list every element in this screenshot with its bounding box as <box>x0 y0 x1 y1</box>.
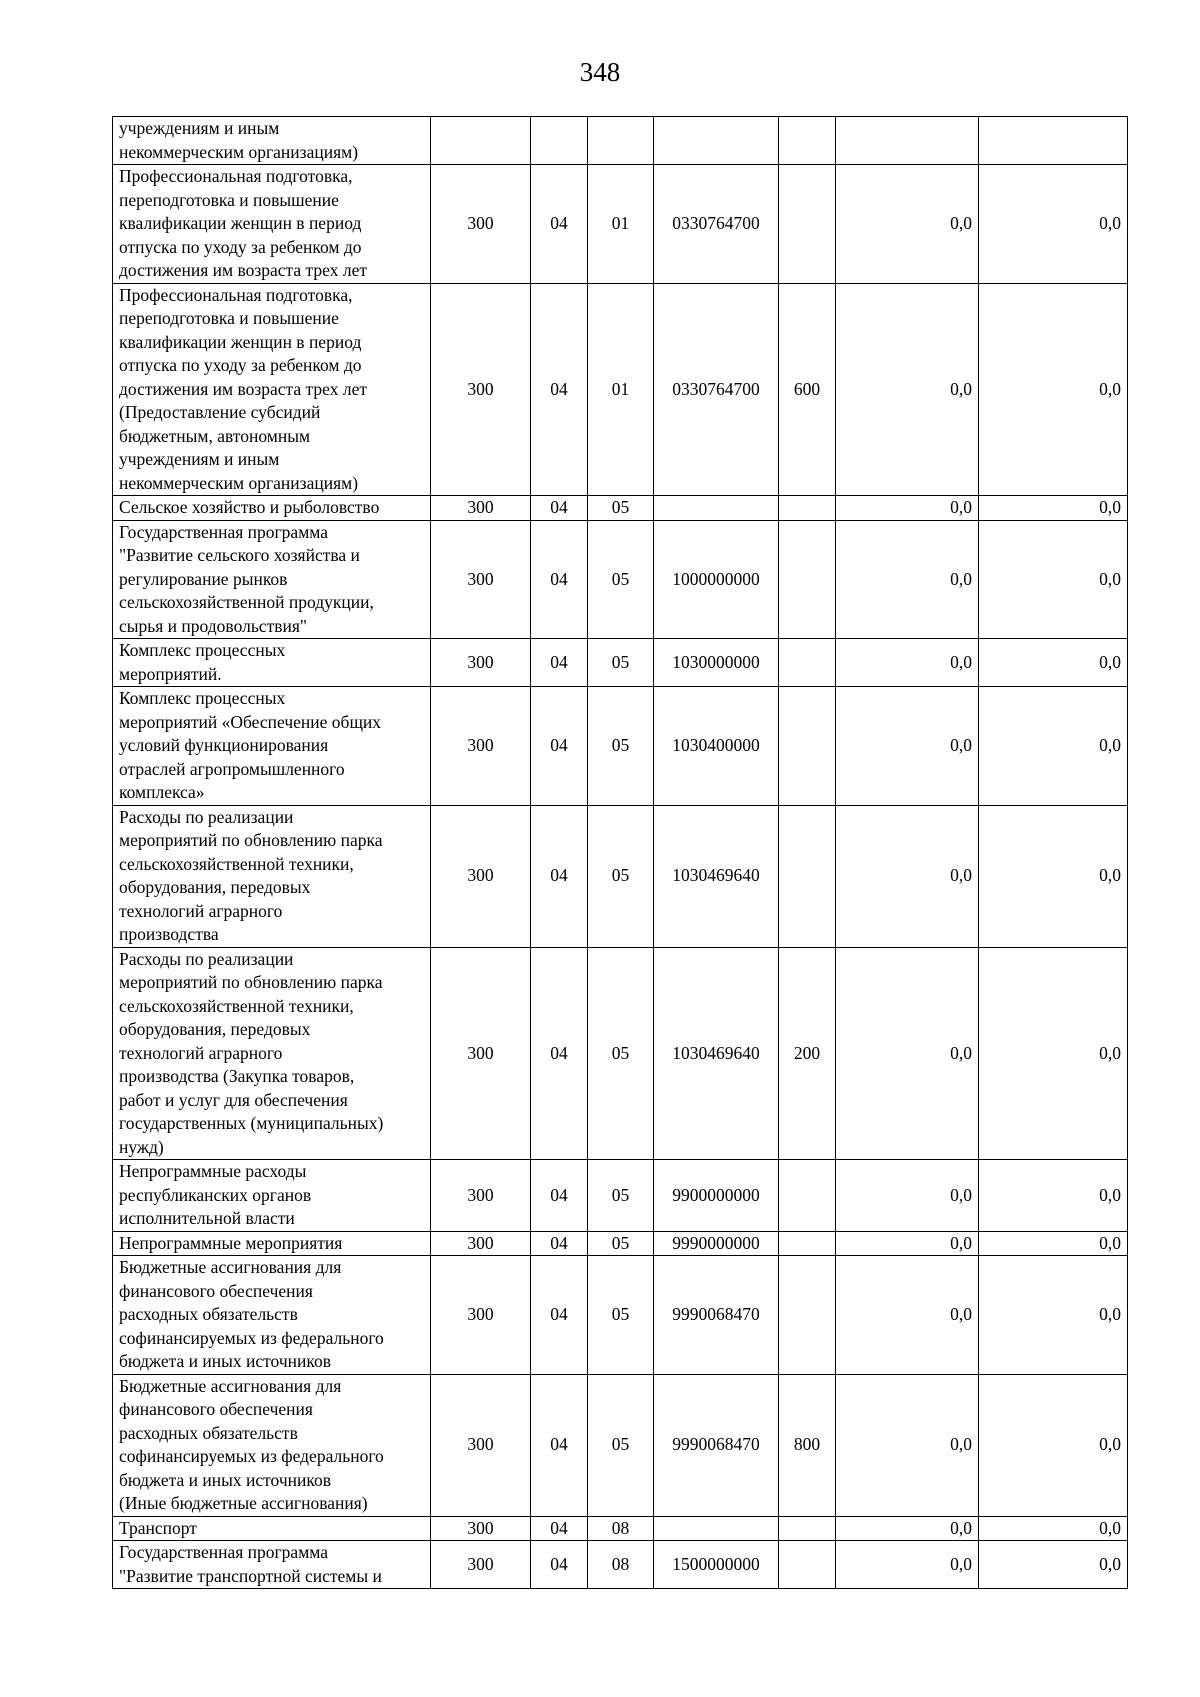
table-row <box>113 283 1128 496</box>
table-row <box>113 1516 1128 1541</box>
subsection-code-cell: 05 <box>588 1256 654 1375</box>
expense-type-cell <box>779 1256 836 1375</box>
section-code-cell <box>531 117 588 165</box>
amount-year2-cell: 0,0 <box>979 947 1128 1160</box>
subsection-code-cell: 05 <box>588 687 654 806</box>
table-row <box>113 1256 1128 1375</box>
amount-year1-cell: 0,0 <box>836 165 979 284</box>
amount-year2-cell: 0,0 <box>979 520 1128 639</box>
row-name-cell: Непрограммные мероприятия <box>113 1231 431 1256</box>
target-article-cell: 1500000000 <box>654 1541 779 1589</box>
amount-year1-cell: 0,0 <box>836 805 979 947</box>
table-row <box>113 805 1128 947</box>
amount-year1-cell: 0,0 <box>836 1256 979 1375</box>
table-row <box>113 687 1128 806</box>
amount-year2-cell: 0,0 <box>979 1256 1128 1375</box>
table-row <box>113 1231 1128 1256</box>
row-name-cell: Расходы по реализации мероприятий по обновлению парка сельскохозяйственной техники, оборудования, передовых технологий аграрного производства (Закупка товаров, работ и услуг для обеспечения государственных (муниципальных) нужд) <box>113 947 431 1160</box>
expense-type-cell: 200 <box>779 947 836 1160</box>
ministry-code-cell: 300 <box>431 1256 531 1375</box>
target-article-cell: 1030469640 <box>654 947 779 1160</box>
table-row <box>113 520 1128 639</box>
row-name-cell: Государственная программа "Развитие сельского хозяйства и регулирование рынков сельскохозяйственной продукции, сырья и продовольствия" <box>113 520 431 639</box>
amount-year2-cell: 0,0 <box>979 283 1128 496</box>
ministry-code-cell <box>431 117 531 165</box>
row-name-cell: Комплекс процессных мероприятий «Обеспечение общих условий функционирования отраслей агропромышленного комплекса» <box>113 687 431 806</box>
target-article-cell: 9990068470 <box>654 1256 779 1375</box>
subsection-code-cell: 05 <box>588 496 654 521</box>
expense-type-cell <box>779 165 836 284</box>
amount-year2-cell: 0,0 <box>979 687 1128 806</box>
table-row <box>113 165 1128 284</box>
ministry-code-cell: 300 <box>431 947 531 1160</box>
subsection-code-cell: 08 <box>588 1516 654 1541</box>
section-code-cell: 04 <box>531 1231 588 1256</box>
amount-year1-cell: 0,0 <box>836 520 979 639</box>
expense-type-cell <box>779 1541 836 1589</box>
target-article-cell: 0330764700 <box>654 165 779 284</box>
section-code-cell: 04 <box>531 947 588 1160</box>
amount-year1-cell: 0,0 <box>836 687 979 806</box>
section-code-cell: 04 <box>531 687 588 806</box>
row-name-cell: учреждениям и иным некоммерческим организациям) <box>113 117 431 165</box>
target-article-cell: 1030000000 <box>654 639 779 687</box>
expense-type-cell <box>779 496 836 521</box>
row-name-cell: Сельское хозяйство и рыболовство <box>113 496 431 521</box>
section-code-cell: 04 <box>531 1160 588 1232</box>
expense-type-cell <box>779 117 836 165</box>
row-name-cell: Бюджетные ассигнования для финансового обеспечения расходных обязательств софинансируемых из федерального бюджета и иных источников <box>113 1256 431 1375</box>
subsection-code-cell: 05 <box>588 1374 654 1516</box>
section-code-cell: 04 <box>531 496 588 521</box>
subsection-code-cell: 05 <box>588 947 654 1160</box>
section-code-cell: 04 <box>531 1516 588 1541</box>
row-name-cell: Профессиональная подготовка, переподготовка и повышение квалификации женщин в период отпуска по уходу за ребенком до достижения им возраста трех лет <box>113 165 431 284</box>
budget-table <box>112 116 1128 1589</box>
table-row <box>113 1374 1128 1516</box>
expense-type-cell <box>779 639 836 687</box>
amount-year1-cell: 0,0 <box>836 1374 979 1516</box>
subsection-code-cell: 01 <box>588 165 654 284</box>
ministry-code-cell: 300 <box>431 1516 531 1541</box>
expense-type-cell: 800 <box>779 1374 836 1516</box>
amount-year2-cell: 0,0 <box>979 1541 1128 1589</box>
subsection-code-cell: 08 <box>588 1541 654 1589</box>
row-name-cell: Государственная программа "Развитие транспортной системы и <box>113 1541 431 1589</box>
ministry-code-cell: 300 <box>431 283 531 496</box>
section-code-cell: 04 <box>531 1541 588 1589</box>
section-code-cell: 04 <box>531 165 588 284</box>
section-code-cell: 04 <box>531 520 588 639</box>
expense-type-cell <box>779 1516 836 1541</box>
subsection-code-cell: 01 <box>588 283 654 496</box>
target-article-cell: 9900000000 <box>654 1160 779 1232</box>
expense-type-cell <box>779 805 836 947</box>
amount-year1-cell: 0,0 <box>836 1516 979 1541</box>
target-article-cell: 1030469640 <box>654 805 779 947</box>
ministry-code-cell: 300 <box>431 805 531 947</box>
subsection-code-cell: 05 <box>588 805 654 947</box>
ministry-code-cell: 300 <box>431 639 531 687</box>
table-row <box>113 1160 1128 1232</box>
amount-year2-cell: 0,0 <box>979 1516 1128 1541</box>
amount-year1-cell: 0,0 <box>836 283 979 496</box>
amount-year2-cell: 0,0 <box>979 1374 1128 1516</box>
amount-year1-cell: 0,0 <box>836 639 979 687</box>
amount-year1-cell: 0,0 <box>836 947 979 1160</box>
amount-year1-cell <box>836 117 979 165</box>
subsection-code-cell: 05 <box>588 1231 654 1256</box>
amount-year2-cell: 0,0 <box>979 1231 1128 1256</box>
amount-year1-cell: 0,0 <box>836 496 979 521</box>
target-article-cell <box>654 117 779 165</box>
target-article-cell: 9990068470 <box>654 1374 779 1516</box>
row-name-cell: Транспорт <box>113 1516 431 1541</box>
ministry-code-cell: 300 <box>431 1374 531 1516</box>
section-code-cell: 04 <box>531 1374 588 1516</box>
subsection-code-cell: 05 <box>588 520 654 639</box>
amount-year2-cell <box>979 117 1128 165</box>
target-article-cell: 1030400000 <box>654 687 779 806</box>
expense-type-cell <box>779 520 836 639</box>
table-row <box>113 117 1128 165</box>
table-row <box>113 1541 1128 1589</box>
row-name-cell: Комплекс процессных мероприятий. <box>113 639 431 687</box>
amount-year2-cell: 0,0 <box>979 1160 1128 1232</box>
subsection-code-cell <box>588 117 654 165</box>
section-code-cell: 04 <box>531 283 588 496</box>
row-name-cell: Непрограммные расходы республиканских органов исполнительной власти <box>113 1160 431 1232</box>
target-article-cell: 1000000000 <box>654 520 779 639</box>
expense-type-cell <box>779 1160 836 1232</box>
amount-year1-cell: 0,0 <box>836 1541 979 1589</box>
row-name-cell: Расходы по реализации мероприятий по обновлению парка сельскохозяйственной техники, оборудования, передовых технологий аграрного производства <box>113 805 431 947</box>
amount-year2-cell: 0,0 <box>979 639 1128 687</box>
section-code-cell: 04 <box>531 639 588 687</box>
ministry-code-cell: 300 <box>431 520 531 639</box>
amount-year2-cell: 0,0 <box>979 496 1128 521</box>
row-name-cell: Бюджетные ассигнования для финансового обеспечения расходных обязательств софинансируемых из федерального бюджета и иных источников (Иные бюджетные ассигнования) <box>113 1374 431 1516</box>
table-row <box>113 639 1128 687</box>
ministry-code-cell: 300 <box>431 1231 531 1256</box>
target-article-cell <box>654 1516 779 1541</box>
expense-type-cell <box>779 1231 836 1256</box>
ministry-code-cell: 300 <box>431 687 531 806</box>
expense-type-cell: 600 <box>779 283 836 496</box>
amount-year1-cell: 0,0 <box>836 1231 979 1256</box>
table-row <box>113 947 1128 1160</box>
target-article-cell <box>654 496 779 521</box>
expense-type-cell <box>779 687 836 806</box>
target-article-cell: 0330764700 <box>654 283 779 496</box>
section-code-cell: 04 <box>531 1256 588 1375</box>
table-row <box>113 496 1128 521</box>
page-number: 348 <box>579 57 621 87</box>
section-code-cell: 04 <box>531 805 588 947</box>
subsection-code-cell: 05 <box>588 1160 654 1232</box>
amount-year2-cell: 0,0 <box>979 805 1128 947</box>
target-article-cell: 9990000000 <box>654 1231 779 1256</box>
ministry-code-cell: 300 <box>431 496 531 521</box>
row-name-cell: Профессиональная подготовка, переподготовка и повышение квалификации женщин в период отпуска по уходу за ребенком до достижения им возраста трех лет (Предоставление субсидий бюджетным, автономным учреждениям и иным некоммерческим организациям) <box>113 283 431 496</box>
ministry-code-cell: 300 <box>431 1541 531 1589</box>
ministry-code-cell: 300 <box>431 165 531 284</box>
table-body <box>113 117 1128 1589</box>
amount-year1-cell: 0,0 <box>836 1160 979 1232</box>
amount-year2-cell: 0,0 <box>979 165 1128 284</box>
ministry-code-cell: 300 <box>431 1160 531 1232</box>
subsection-code-cell: 05 <box>588 639 654 687</box>
